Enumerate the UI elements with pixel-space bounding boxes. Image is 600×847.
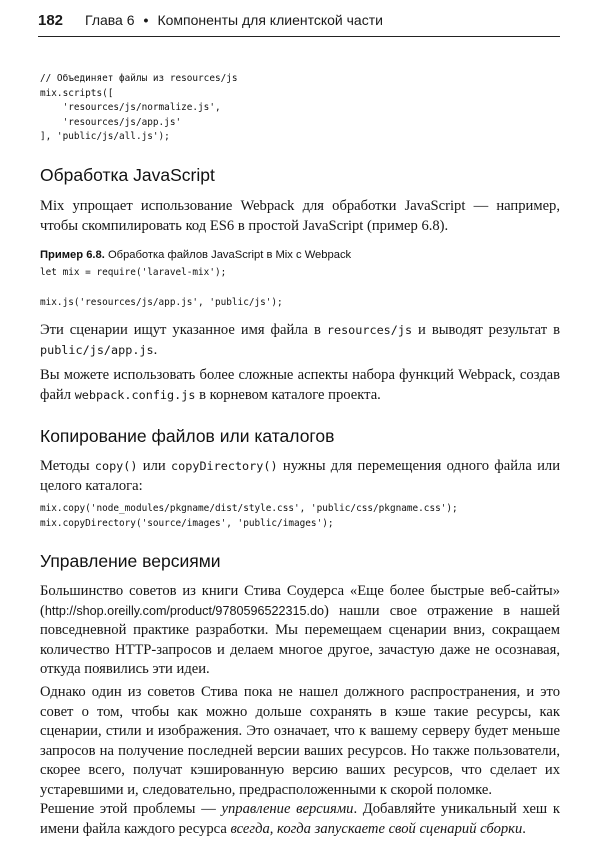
running-header <box>38 12 560 34</box>
text-run: Методы <box>40 458 95 474</box>
code-line-mix-js: mix.js('resources/js/app.js', 'public/js'); <box>40 297 283 308</box>
paragraph-caching: Однако один из советов Стива пока не нашел должного распространения, и это совет о том, чтобы как можно дольше сохранять в кэше такие ресурсы, как сценарии, стили и изображения. Это означает, что к вашему серверу будет меньше запросов на получение последней версии ваших ресурсов. Но также пользователи, скорее всего, получат кэшированную версию ваших ресурсов, что сделает их устаревшими и, следовательно, предрасположенными к скорой поломке. <box>40 684 560 798</box>
text-run: или <box>137 458 172 474</box>
code-block-copy: mix.copy('node_modules/pkgname/dist/style.css', 'public/css/pkgname.css'); mix.copyDirectory('source/images', 'public/images'); <box>40 503 458 529</box>
heading-javascript: Обработка JavaScript <box>40 165 215 185</box>
example-caption <box>40 249 351 261</box>
inline-code: copyDirectory() <box>171 459 278 473</box>
emphasis: управление версиями <box>221 801 354 817</box>
text-run: Решение этой проблемы — <box>40 801 222 817</box>
inline-code: public/js/app.js <box>40 342 154 357</box>
paragraph-webpack-config <box>40 366 560 405</box>
example-label: Пример 6.8. <box>40 249 105 261</box>
header-rule <box>38 36 560 37</box>
book-link: http://shop.oreilly.com/product/9780596522315.do <box>44 603 324 618</box>
header-bullet: • <box>143 12 149 28</box>
paragraph-souders <box>40 582 560 680</box>
text-run: в корневом каталоге проекта. <box>195 386 381 403</box>
text-run: нужны для перемещения одного файла или целого каталога: <box>40 458 561 494</box>
code-block-scripts: // Объединяет файлы из resources/js mix.scripts([ 'resources/js/normalize.js', 'resources/js/app.js' ], 'public/js/all.js'); <box>40 73 238 143</box>
example-title: Обработка файлов JavaScript в Mix с Webpack <box>107 249 352 261</box>
text-run: . <box>522 820 526 837</box>
text-run: и выводят результат в <box>412 322 560 338</box>
code-line-require: let mix = require('laravel-mix'); <box>40 267 227 278</box>
text-run: ) нашли свое отражение в нашей повседневной практике разработки. Мы перемещаем сценарии вниз, сокращаем количество HTTP-запросов и делаем многое другое, зачастую даже не осознавая, откуда появились эти идеи. <box>40 602 560 678</box>
paragraph-js-output <box>40 321 560 360</box>
heading-copy: Копирование файлов или каталогов <box>40 426 335 446</box>
text-run: Большинство советов из книги Стива Соудерса «Еще более быстрые веб-сайты» ( <box>40 583 560 619</box>
chapter-title: Компоненты для клиентской части <box>157 12 383 28</box>
page-number: 182 <box>38 12 64 29</box>
inline-code: resources/js <box>326 323 413 337</box>
chapter-label: Глава 6 <box>85 12 135 28</box>
text-run: Эти сценарии ищут указанное имя файла в <box>40 322 327 338</box>
paragraph-js-intro: Mix упрощает использование Webpack для обработки JavaScript — например, чтобы скомпилировать код ES6 в простой JavaScript (пример 6.8). <box>40 198 560 234</box>
text-run: . Добавляйте уникальный хеш к имени файла каждого ресурса <box>40 801 560 837</box>
text-run: Вы можете использовать более сложные аспекты набора функций Webpack, создав файл <box>40 367 560 403</box>
inline-code: webpack.config.js <box>74 387 196 402</box>
inline-code: copy() <box>94 459 138 473</box>
text-run: . <box>153 341 158 358</box>
heading-versions: Управление версиями <box>40 551 221 571</box>
paragraph-copy-methods <box>40 457 560 496</box>
emphasis: всегда, когда запускаете свой сценарий сборки <box>230 820 523 837</box>
paragraph-versioning-solution <box>40 800 560 839</box>
